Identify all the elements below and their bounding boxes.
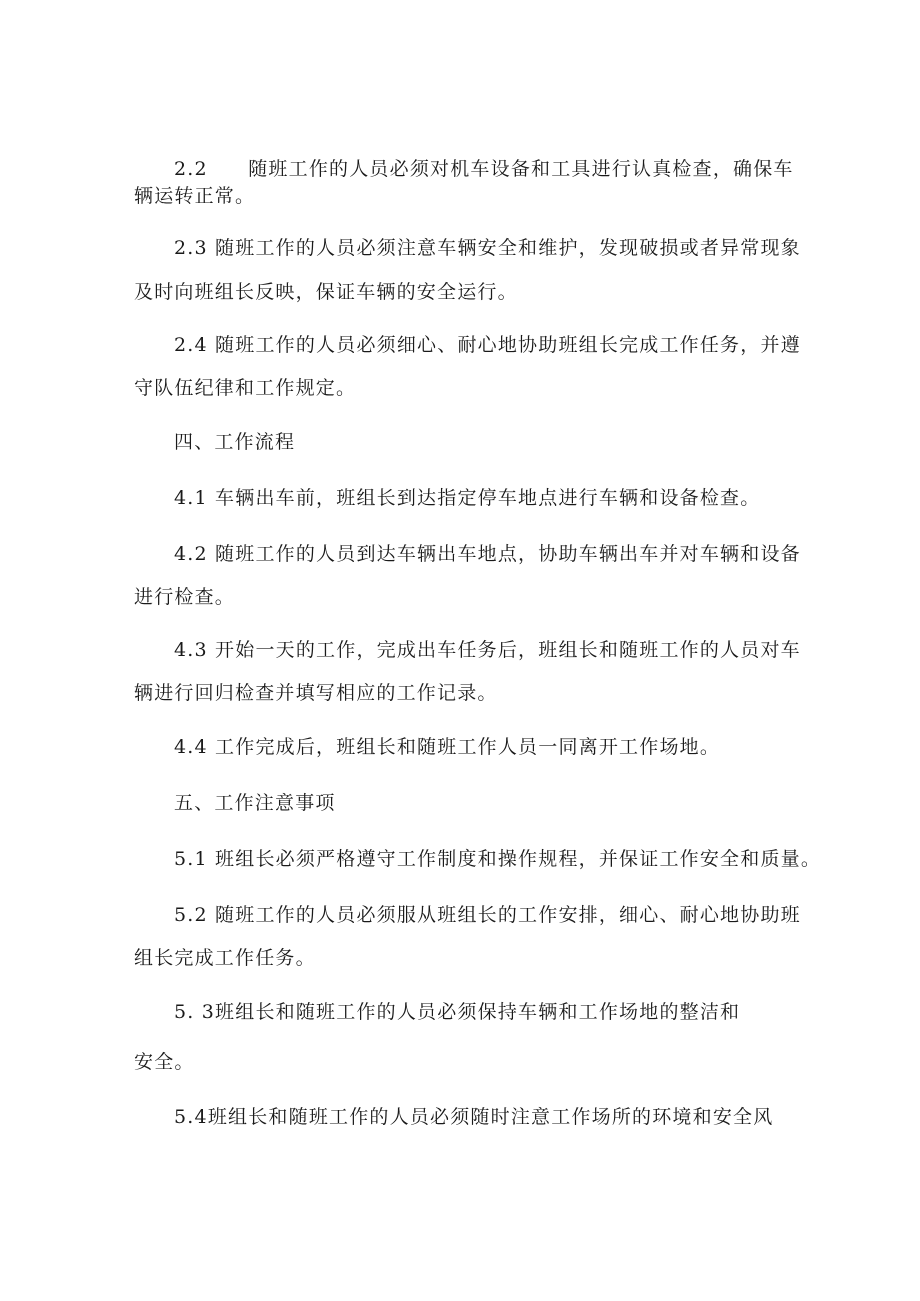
paragraph-4-3-line-2: 辆进行回归检查并填写相应的工作记录。: [134, 682, 498, 704]
paragraph-2-3-line-2: 及时向班组长反映，保证车辆的安全运行。: [134, 281, 518, 303]
paragraph-5-1-line-1: 5.1 班组长必须严格遵守工作制度和操作规程，并保证工作安全和质量。: [174, 848, 822, 870]
paragraph-5-2-line-1: 5.2 随班工作的人员必须服从班组长的工作安排，细心、耐心地协助班: [174, 904, 801, 926]
paragraph-4-3-line-1: 4.3 开始一天的工作，完成出车任务后，班组长和随班工作的人员对车: [174, 639, 801, 661]
paragraph-2-2-line-2: 辆运转正常。: [134, 185, 256, 207]
paragraph-2-3-line-1: 2.3 随班工作的人员必须注意车辆安全和维护，发现破损或者异常现象: [174, 237, 801, 259]
section-heading-4: 四、工作流程: [174, 431, 296, 453]
paragraph-4-4-line-1: 4.4 工作完成后，班组长和随班工作人员一同离开工作场地。: [174, 736, 721, 758]
paragraph-5-3-line-1: 5. 3班组长和随班工作的人员必须保持车辆和工作场地的整洁和: [174, 1001, 741, 1023]
paragraph-4-2-line-1: 4.2 随班工作的人员到达车辆出车地点，协助车辆出车并对车辆和设备: [174, 543, 801, 565]
paragraph-5-4-line-1: 5.4班组长和随班工作的人员必须随时注意工作场所的环境和安全风: [174, 1106, 774, 1128]
paragraph-2-4-line-1: 2.4 随班工作的人员必须细心、耐心地协助班组长完成工作任务，并遵: [174, 334, 801, 356]
paragraph-4-2-line-2: 进行检查。: [134, 586, 236, 608]
paragraph-5-2-line-2: 组长完成工作任务。: [134, 947, 316, 969]
paragraph-2-2-line-1: 2.2 随班工作的人员必须对机车设备和工具进行认真检查，确保车: [174, 158, 794, 180]
paragraph-2-4-line-2: 守队伍纪律和工作规定。: [134, 377, 357, 399]
paragraph-4-1-line-1: 4.1 车辆出车前，班组长到达指定停车地点进行车辆和设备检查。: [174, 487, 761, 509]
section-heading-5: 五、工作注意事项: [174, 792, 336, 814]
paragraph-5-3-line-2: 安全。: [134, 1051, 195, 1073]
